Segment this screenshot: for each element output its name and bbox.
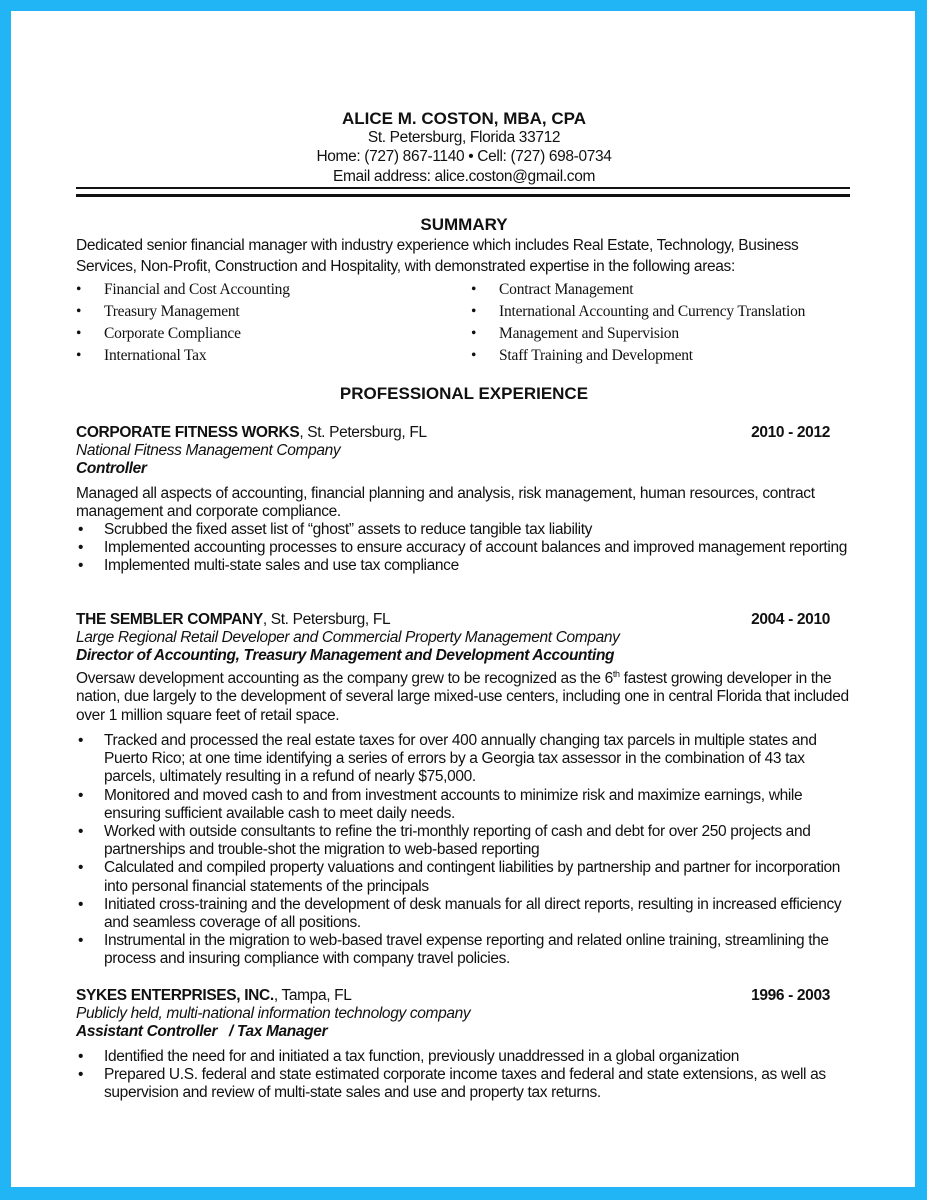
skill-item: • Financial and Cost Accounting	[76, 279, 471, 301]
address: St. Petersburg, Florida 33712	[367, 129, 561, 147]
summary-section	[76, 216, 852, 367]
company-description: Publicly held, multi-national information technology company	[76, 1005, 471, 1023]
job-dates: 2004 - 2010	[751, 611, 830, 628]
skill-item: • International Tax	[76, 345, 471, 367]
bullet-item: • Prepared U.S. federal and state estimated corporate income taxes and federal and state extensions, as well as supervision and review of multi-state sales and use and property tax returns.	[76, 1066, 852, 1102]
company-name: THE SEMBLER COMPANY	[76, 611, 263, 628]
bullet-item: • Tracked and processed the real estate taxes for over 400 annually changing tax parcels in multiple states and Puerto Rico; at one time identifying a series of errors by a Georgia tax assessor in the combination of 43 tax parcels, ultimately resulting in a refund of nearly $75,000.	[76, 732, 852, 787]
email: Email address: alice.coston@gmail.com	[332, 167, 596, 185]
experience-heading: PROFESSIONAL EXPERIENCE	[339, 384, 589, 403]
job-entry	[76, 987, 852, 1102]
job-summary: Managed all aspects of accounting, financial planning and analysis, risk management, human resources, contract management and corporate compliance.	[76, 484, 815, 520]
resume-header	[76, 110, 852, 186]
bullet-item: • Worked with outside consultants to refine the tri-monthly reporting of cash and debt for over 250 projects and partnerships and trouble-shot the migration to web-based reporting	[76, 823, 852, 859]
job-title: Assistant Controller / Tax Manager	[76, 1023, 328, 1041]
skill-item: • Contract Management	[471, 279, 851, 301]
bullet-item: • Initiated cross-training and the development of desk manuals for all direct reports, resulting in increased efficiency and seamless coverage of all positions.	[76, 896, 852, 932]
bullet-item: • Instrumental in the migration to web-based travel expense reporting and related online training, streamlining the process and insuring compliance with company travel policies.	[76, 932, 852, 968]
company-description: National Fitness Management Company	[76, 442, 341, 460]
bullet-item: • Implemented accounting processes to ensure accuracy of account balances and improved management reporting	[76, 539, 852, 557]
job-title: Director of Accounting, Treasury Management and Development Accounting	[76, 647, 615, 665]
phones: Home: (727) 867-1140 • Cell: (727) 698-0734	[316, 148, 612, 166]
job-summary: Oversaw development accounting as the company grew to be recognized as the 6th fastest growing developer in the nation, due largely to the development of several large mixed-use centers, including one in central Florida that included over 1 million square feet of retail space.	[76, 668, 849, 725]
bullet-item: • Implemented multi-state sales and use tax compliance	[76, 557, 852, 575]
candidate-name: ALICE M. COSTON, MBA, CPA	[342, 109, 586, 128]
job-bullets	[76, 732, 852, 969]
job-bullets	[76, 521, 852, 576]
company-name: SYKES ENTERPRISES, INC.	[76, 987, 274, 1004]
company-location: , Tampa, FL	[273, 987, 352, 1004]
bullet-item: • Calculated and compiled property valuations and contingent liabilities by partnership and partner for incorporation into personal financial statements of the principals	[76, 859, 852, 895]
company-description: Large Regional Retail Developer and Commercial Property Management Company	[76, 629, 620, 647]
job-dates: 2010 - 2012	[751, 424, 830, 441]
job-title: Controller	[76, 460, 147, 478]
job-bullets	[76, 1048, 852, 1103]
job-entry	[76, 611, 852, 969]
bullet-item: • Identified the need for and initiated a tax function, previously unaddressed in a global organization	[76, 1048, 852, 1066]
company-location: , St. Petersburg, FL	[262, 611, 391, 628]
job-entry	[76, 424, 852, 576]
skill-item: • International Accounting and Currency Translation	[471, 301, 851, 323]
job-dates: 1996 - 2003	[751, 987, 830, 1004]
bullet-item: • Scrubbed the fixed asset list of “ghost” assets to reduce tangible tax liability	[76, 521, 852, 539]
header-rule-top	[76, 187, 850, 189]
summary-text: Dedicated senior financial manager with industry experience which includes Real Estate, Technology, Business Services, Non-Profit, Construction and Hospitality, with demonstrated expertise in the following areas:	[76, 237, 799, 276]
bullet-item: • Monitored and moved cash to and from investment accounts to minimize risk and maximize earnings, while ensuring sufficient available cash to meet daily needs.	[76, 787, 852, 823]
summary-heading: SUMMARY	[420, 215, 508, 234]
skill-item: • Corporate Compliance	[76, 323, 471, 345]
company-name: CORPORATE FITNESS WORKS	[76, 424, 300, 441]
company-location: , St. Petersburg, FL	[299, 424, 427, 441]
skills-list	[76, 279, 852, 367]
header-rule-bottom	[76, 194, 850, 197]
skill-item: • Staff Training and Development	[471, 345, 851, 367]
skill-item: • Management and Supervision	[471, 323, 851, 345]
skill-item: • Treasury Management	[76, 301, 471, 323]
